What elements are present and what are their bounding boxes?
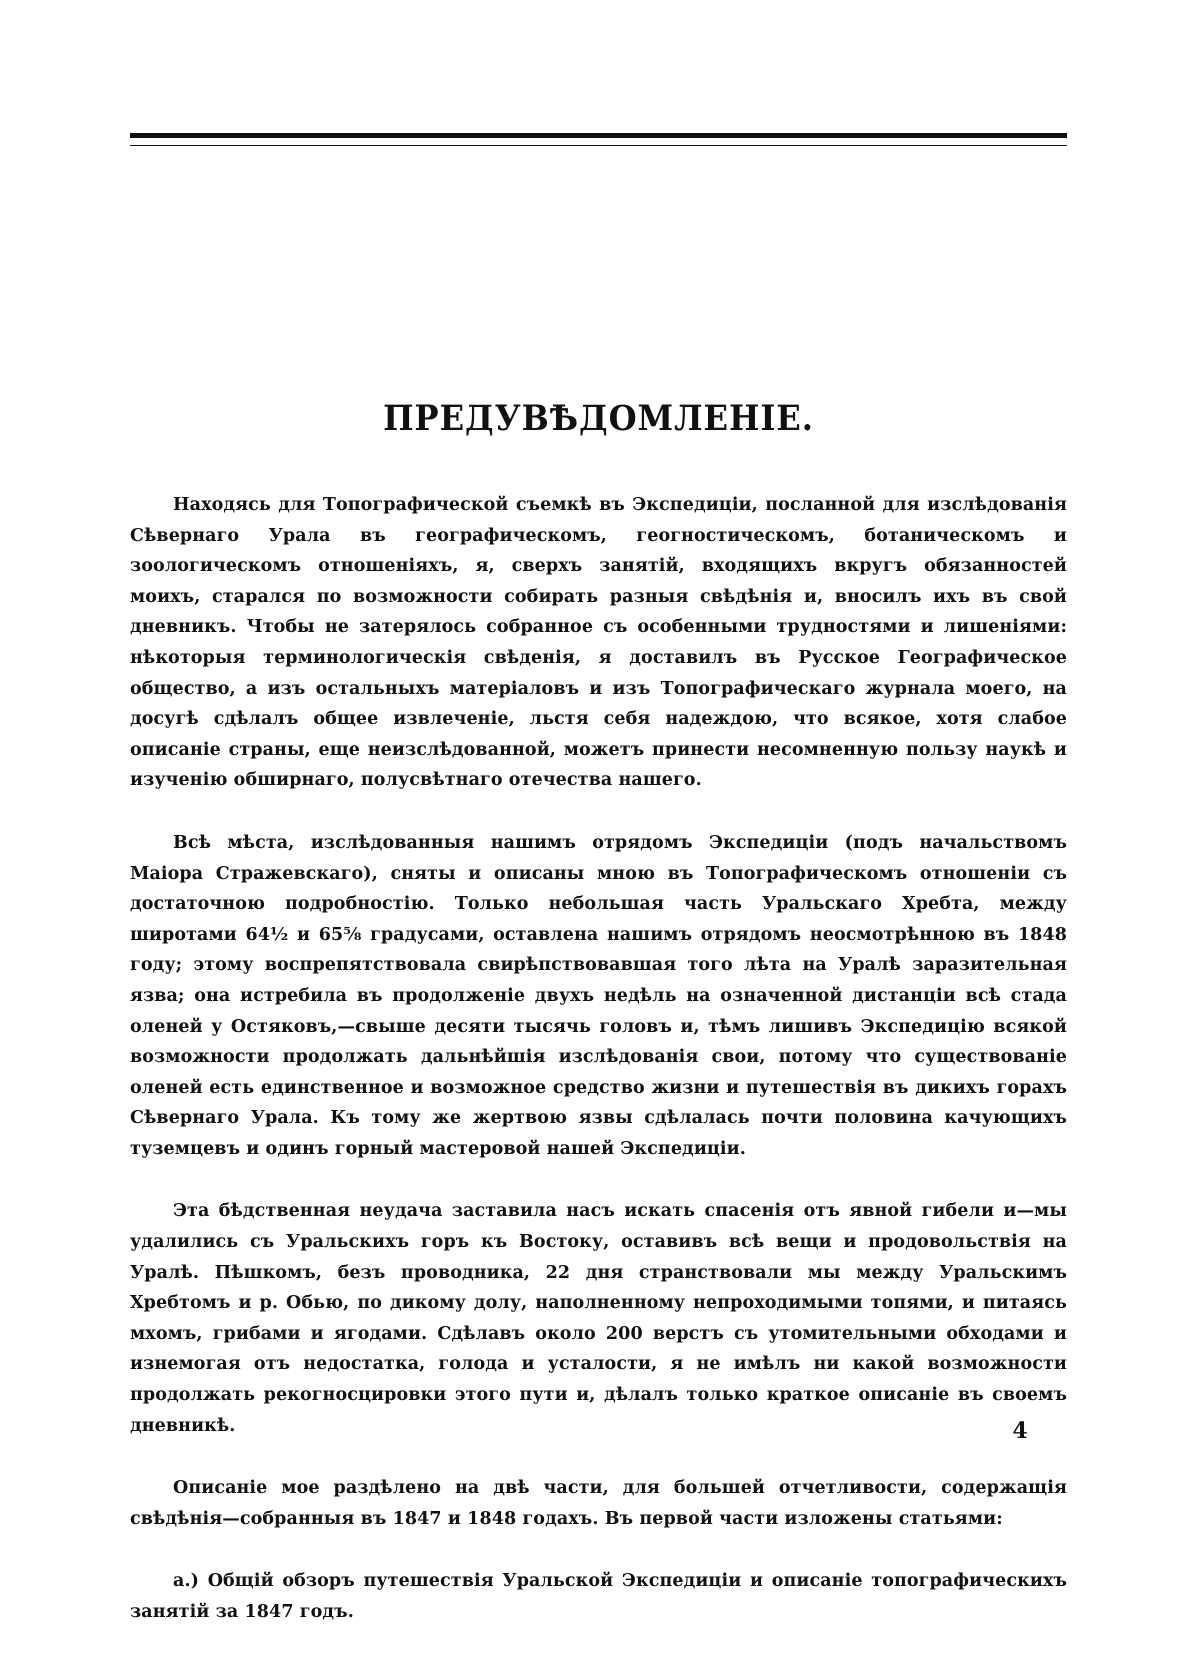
paragraph: Эта бѣдственная неудача заставила насъ искать спасенія отъ явной гибели и—мы удалились съ Уральскихъ горъ къ Востоку, оставивъ всѣ вещи и продовольствія на Уралѣ. Пѣшкомъ, безъ проводника, 22 дня странствовали мы между Уральскимъ Хребтомъ и р. Обью, по дикому долу, наполненному непроходимыми топями, и питаясь мхомъ, грибами и ягодами. Сдѣлавъ около 200 верстъ съ утомительными обходами и изнемогая отъ недостатка, голода и усталости, я не имѣлъ ни какой возможности продолжать рекогносцировки этого пути и, дѣлалъ только краткое описаніе въ своемъ дневникѣ. <box>130 1201 1067 1436</box>
page-title: ПРЕДУВѢДОМЛЕНІЕ. <box>383 398 814 439</box>
header-rule-thin <box>130 145 1067 146</box>
page-number: 4 <box>1012 1418 1028 1444</box>
body-text <box>130 490 1067 1660</box>
header-rule-thick <box>130 133 1067 138</box>
list-item: а.) Общій обзоръ путешествія Уральской Экспедиціи и описаніе топографическихъ занятій за 1847 годъ. <box>130 1571 1067 1622</box>
paragraph: Описаніе мое раздѣлено на двѣ части, для большей отчетливости, содержащія свѣдѣнія—собранныя въ 1847 и 1848 годахъ. Въ первой части изложены статьями: <box>130 1478 1067 1529</box>
paragraph: Находясь для Топографической съемкѣ въ Экспедиціи, посланной для изслѣдованія Сѣвернаго Урала въ географическомъ, геогностическомъ, ботаническомъ и зоологическомъ отношеніяхъ, я, сверхъ занятій, входящихъ вкругъ обязанностей моихъ, старался по возможности собирать разныя свѣдѣнія и, вносилъ ихъ въ свой дневникъ. Чтобы не затерялось собранное съ особенными трудностями и лишеніями: нѣкоторыя терминологическія свѣденія, я доставилъ въ Русское Географическое общество, а изъ остальныхъ матеріаловъ и изъ Топографическаго журнала моего, на досугѣ сдѣлалъ общее извлеченіе, льстя себя надеждою, что всякое, хотя слабое описаніе страны, еще неизслѣдованной, можетъ принести несомненную пользу наукѣ и изученію обширнаго, полусвѣтнаго отечества нашего. <box>130 495 1067 791</box>
paragraph: Всѣ мѣста, изслѣдованныя нашимъ отрядомъ Экспедиціи (подъ начальствомъ Маіора Стражевскаго), сняты и описаны мною въ Топографическомъ отношеніи съ достаточною подробностію. Только небольшая часть Уральскаго Хребта, между широтами 64½ и 65⅝ градусами, оставлена нашимъ отрядомъ неосмотрѣнною въ 1848 году; этому воспрепятствовала свирѣпствовавшая того лѣта на Уралѣ заразительная язва; она истребила въ продолженіе двухъ недѣль на означенной дистанціи всѣ стада оленей у Остяковъ,—свыше десяти тысячь головъ и, тѣмъ лишивъ Экспедицію всякой возможности продолжать дальнѣйшія изслѣдованія свои, потому что существованіе оленей есть единственное и возможное средство жизни и путешествія въ дикихъ горахъ Сѣвернаго Урала. Къ тому же жертвою язвы сдѣлалась почти половина качующихъ туземцевъ и одинъ горный мастеровой нашей Экспедиціи. <box>130 832 1067 1159</box>
